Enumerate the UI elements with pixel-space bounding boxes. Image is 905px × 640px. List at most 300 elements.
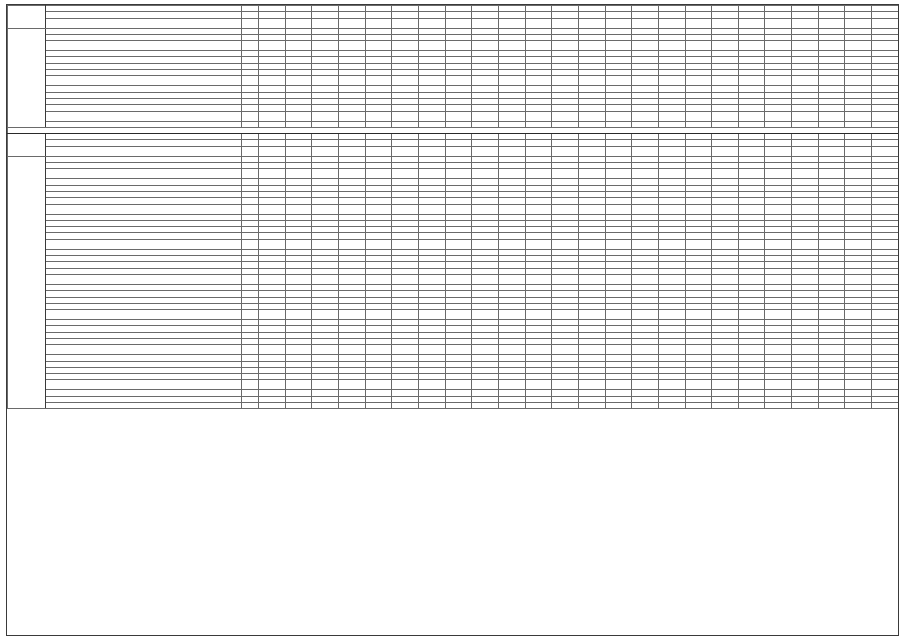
value-cell	[445, 169, 472, 179]
value-cell	[738, 169, 765, 179]
value-cell	[818, 274, 845, 284]
value-cell	[632, 76, 659, 86]
value-cell	[765, 403, 792, 409]
value-cell	[765, 41, 792, 51]
table-row	[8, 169, 899, 179]
table-row	[8, 76, 899, 86]
value-cell	[605, 41, 632, 51]
value-cell	[392, 345, 419, 355]
value-cell	[525, 41, 552, 51]
value-cell	[498, 274, 525, 284]
value-cell	[392, 380, 419, 390]
value-cell	[418, 310, 445, 320]
value-cell	[498, 345, 525, 355]
value-cell	[872, 169, 899, 179]
value-cell	[552, 239, 579, 249]
value-cell	[685, 41, 712, 51]
value-cell	[365, 403, 392, 409]
value-cell	[418, 239, 445, 249]
value-cell	[845, 345, 872, 355]
row-unit	[242, 204, 259, 214]
value-cell	[338, 310, 365, 320]
value-cell	[792, 345, 819, 355]
value-cell	[472, 274, 499, 284]
table-row	[8, 380, 899, 390]
value-cell	[605, 274, 632, 284]
row-unit	[242, 18, 259, 28]
value-cell	[312, 345, 339, 355]
value-cell	[312, 18, 339, 28]
value-cell	[365, 345, 392, 355]
value-cell	[392, 274, 419, 284]
value-cell	[472, 239, 499, 249]
value-cell	[445, 76, 472, 86]
row-unit	[242, 76, 259, 86]
table-row	[8, 111, 899, 121]
value-cell	[259, 146, 286, 156]
value-cell	[578, 76, 605, 86]
value-cell	[365, 204, 392, 214]
value-cell	[525, 146, 552, 156]
value-cell	[498, 169, 525, 179]
value-cell	[578, 169, 605, 179]
value-cell	[472, 380, 499, 390]
value-cell	[632, 380, 659, 390]
value-cell	[872, 345, 899, 355]
row-unit	[242, 41, 259, 51]
row-description	[46, 380, 242, 390]
value-cell	[552, 274, 579, 284]
value-cell	[525, 111, 552, 121]
value-cell	[472, 41, 499, 51]
value-cell	[259, 41, 286, 51]
value-cell	[792, 310, 819, 320]
value-cell	[285, 403, 312, 409]
value-cell	[712, 274, 739, 284]
value-cell	[818, 169, 845, 179]
value-cell	[818, 111, 845, 121]
value-cell	[525, 239, 552, 249]
value-cell	[712, 380, 739, 390]
row-unit	[242, 380, 259, 390]
value-cell	[285, 41, 312, 51]
indicator-table	[7, 5, 899, 409]
value-cell	[738, 380, 765, 390]
value-cell	[658, 41, 685, 51]
row-unit	[242, 310, 259, 320]
value-cell	[658, 239, 685, 249]
row-description	[46, 345, 242, 355]
value-cell	[312, 204, 339, 214]
value-cell	[498, 146, 525, 156]
value-cell	[418, 274, 445, 284]
value-cell	[498, 41, 525, 51]
value-cell	[445, 111, 472, 121]
value-cell	[685, 204, 712, 214]
value-cell	[818, 310, 845, 320]
value-cell	[578, 41, 605, 51]
value-cell	[365, 169, 392, 179]
value-cell	[259, 239, 286, 249]
value-cell	[392, 146, 419, 156]
value-cell	[632, 403, 659, 409]
value-cell	[552, 76, 579, 86]
value-cell	[578, 239, 605, 249]
table-row	[8, 274, 899, 284]
value-cell	[605, 111, 632, 121]
value-cell	[285, 380, 312, 390]
value-cell	[712, 146, 739, 156]
value-cell	[738, 18, 765, 28]
value-cell	[365, 76, 392, 86]
table-row	[8, 41, 899, 51]
row-description	[46, 403, 242, 409]
value-cell	[312, 76, 339, 86]
value-cell	[632, 41, 659, 51]
value-cell	[472, 345, 499, 355]
value-cell	[418, 111, 445, 121]
row-description	[46, 146, 242, 156]
value-cell	[472, 111, 499, 121]
value-cell	[338, 380, 365, 390]
value-cell	[738, 204, 765, 214]
value-cell	[712, 169, 739, 179]
value-cell	[418, 345, 445, 355]
value-cell	[418, 18, 445, 28]
value-cell	[392, 76, 419, 86]
row-unit	[242, 345, 259, 355]
value-cell	[792, 76, 819, 86]
value-cell	[259, 380, 286, 390]
value-cell	[285, 76, 312, 86]
value-cell	[845, 380, 872, 390]
value-cell	[285, 204, 312, 214]
value-cell	[658, 169, 685, 179]
value-cell	[525, 169, 552, 179]
value-cell	[765, 111, 792, 121]
value-cell	[605, 169, 632, 179]
value-cell	[338, 111, 365, 121]
value-cell	[552, 204, 579, 214]
value-cell	[872, 41, 899, 51]
value-cell	[578, 146, 605, 156]
value-cell	[338, 146, 365, 156]
value-cell	[312, 41, 339, 51]
value-cell	[792, 41, 819, 51]
value-cell	[738, 239, 765, 249]
value-cell	[845, 169, 872, 179]
table-body	[8, 6, 899, 409]
value-cell	[445, 41, 472, 51]
row-unit	[242, 146, 259, 156]
row-unit	[242, 111, 259, 121]
value-cell	[685, 310, 712, 320]
value-cell	[578, 274, 605, 284]
value-cell	[312, 239, 339, 249]
value-cell	[792, 146, 819, 156]
value-cell	[259, 204, 286, 214]
value-cell	[765, 169, 792, 179]
value-cell	[312, 111, 339, 121]
value-cell	[552, 169, 579, 179]
value-cell	[632, 146, 659, 156]
value-cell	[765, 380, 792, 390]
value-cell	[259, 76, 286, 86]
value-cell	[472, 204, 499, 214]
value-cell	[259, 345, 286, 355]
value-cell	[525, 76, 552, 86]
spreadsheet	[6, 4, 899, 636]
value-cell	[658, 345, 685, 355]
value-cell	[605, 310, 632, 320]
value-cell	[792, 403, 819, 409]
value-cell	[418, 204, 445, 214]
value-cell	[632, 18, 659, 28]
value-cell	[845, 310, 872, 320]
value-cell	[632, 204, 659, 214]
value-cell	[872, 239, 899, 249]
value-cell	[685, 146, 712, 156]
value-cell	[365, 380, 392, 390]
value-cell	[712, 18, 739, 28]
value-cell	[445, 310, 472, 320]
value-cell	[259, 169, 286, 179]
value-cell	[712, 76, 739, 86]
value-cell	[605, 403, 632, 409]
value-cell	[658, 146, 685, 156]
value-cell	[845, 239, 872, 249]
value-cell	[872, 18, 899, 28]
value-cell	[365, 111, 392, 121]
value-cell	[338, 403, 365, 409]
value-cell	[525, 274, 552, 284]
value-cell	[312, 310, 339, 320]
value-cell	[658, 76, 685, 86]
value-cell	[605, 380, 632, 390]
value-cell	[605, 239, 632, 249]
value-cell	[872, 310, 899, 320]
value-cell	[685, 111, 712, 121]
value-cell	[792, 274, 819, 284]
value-cell	[285, 169, 312, 179]
value-cell	[392, 111, 419, 121]
table-row	[8, 146, 899, 156]
row-unit	[242, 403, 259, 409]
value-cell	[552, 403, 579, 409]
value-cell	[285, 18, 312, 28]
table-row	[8, 403, 899, 409]
value-cell	[392, 41, 419, 51]
value-cell	[498, 76, 525, 86]
value-cell	[712, 345, 739, 355]
value-cell	[792, 204, 819, 214]
table-row	[8, 345, 899, 355]
value-cell	[338, 274, 365, 284]
value-cell	[685, 380, 712, 390]
value-cell	[845, 204, 872, 214]
value-cell	[765, 310, 792, 320]
value-cell	[845, 146, 872, 156]
value-cell	[632, 239, 659, 249]
value-cell	[312, 380, 339, 390]
value-cell	[792, 380, 819, 390]
value-cell	[765, 76, 792, 86]
table-row	[8, 204, 899, 214]
value-cell	[365, 41, 392, 51]
value-cell	[685, 18, 712, 28]
row-description	[46, 76, 242, 86]
value-cell	[552, 345, 579, 355]
value-cell	[498, 18, 525, 28]
value-cell	[472, 403, 499, 409]
value-cell	[525, 345, 552, 355]
value-cell	[712, 310, 739, 320]
value-cell	[818, 239, 845, 249]
value-cell	[498, 204, 525, 214]
value-cell	[658, 403, 685, 409]
value-cell	[685, 274, 712, 284]
value-cell	[259, 18, 286, 28]
value-cell	[632, 274, 659, 284]
value-cell	[365, 274, 392, 284]
value-cell	[312, 169, 339, 179]
value-cell	[338, 18, 365, 28]
value-cell	[312, 274, 339, 284]
value-cell	[285, 274, 312, 284]
value-cell	[285, 310, 312, 320]
value-cell	[552, 111, 579, 121]
value-cell	[392, 18, 419, 28]
value-cell	[818, 41, 845, 51]
value-cell	[365, 239, 392, 249]
value-cell	[738, 403, 765, 409]
value-cell	[472, 146, 499, 156]
value-cell	[285, 146, 312, 156]
value-cell	[525, 310, 552, 320]
value-cell	[845, 403, 872, 409]
value-cell	[658, 310, 685, 320]
group-label	[8, 134, 46, 157]
value-cell	[498, 403, 525, 409]
value-cell	[738, 41, 765, 51]
row-description	[46, 204, 242, 214]
row-description	[46, 41, 242, 51]
value-cell	[445, 239, 472, 249]
value-cell	[365, 146, 392, 156]
value-cell	[498, 380, 525, 390]
value-cell	[658, 18, 685, 28]
value-cell	[712, 41, 739, 51]
value-cell	[445, 345, 472, 355]
value-cell	[472, 18, 499, 28]
value-cell	[418, 380, 445, 390]
value-cell	[712, 403, 739, 409]
value-cell	[738, 146, 765, 156]
value-cell	[792, 111, 819, 121]
value-cell	[445, 380, 472, 390]
value-cell	[632, 111, 659, 121]
group-label	[8, 156, 46, 409]
value-cell	[259, 111, 286, 121]
value-cell	[792, 169, 819, 179]
value-cell	[738, 310, 765, 320]
value-cell	[712, 111, 739, 121]
value-cell	[818, 76, 845, 86]
value-cell	[552, 380, 579, 390]
value-cell	[578, 310, 605, 320]
value-cell	[418, 146, 445, 156]
value-cell	[792, 18, 819, 28]
value-cell	[472, 310, 499, 320]
value-cell	[872, 403, 899, 409]
value-cell	[658, 111, 685, 121]
table-row	[8, 18, 899, 28]
value-cell	[338, 76, 365, 86]
value-cell	[818, 403, 845, 409]
value-cell	[818, 380, 845, 390]
value-cell	[525, 403, 552, 409]
row-description	[46, 310, 242, 320]
value-cell	[259, 310, 286, 320]
value-cell	[312, 146, 339, 156]
value-cell	[632, 310, 659, 320]
value-cell	[605, 146, 632, 156]
value-cell	[418, 169, 445, 179]
value-cell	[818, 345, 845, 355]
value-cell	[445, 18, 472, 28]
value-cell	[792, 239, 819, 249]
value-cell	[765, 345, 792, 355]
value-cell	[498, 239, 525, 249]
value-cell	[552, 41, 579, 51]
value-cell	[578, 111, 605, 121]
value-cell	[605, 76, 632, 86]
value-cell	[472, 76, 499, 86]
value-cell	[872, 274, 899, 284]
value-cell	[632, 169, 659, 179]
value-cell	[552, 310, 579, 320]
value-cell	[685, 76, 712, 86]
value-cell	[872, 204, 899, 214]
value-cell	[445, 274, 472, 284]
value-cell	[872, 76, 899, 86]
value-cell	[552, 146, 579, 156]
value-cell	[578, 380, 605, 390]
value-cell	[445, 204, 472, 214]
value-cell	[498, 310, 525, 320]
value-cell	[872, 111, 899, 121]
value-cell	[392, 204, 419, 214]
value-cell	[818, 146, 845, 156]
value-cell	[578, 345, 605, 355]
table-row	[8, 310, 899, 320]
value-cell	[658, 274, 685, 284]
value-cell	[845, 41, 872, 51]
value-cell	[738, 76, 765, 86]
value-cell	[498, 111, 525, 121]
value-cell	[765, 204, 792, 214]
value-cell	[872, 380, 899, 390]
value-cell	[392, 403, 419, 409]
value-cell	[685, 239, 712, 249]
value-cell	[685, 345, 712, 355]
value-cell	[392, 239, 419, 249]
value-cell	[525, 18, 552, 28]
value-cell	[712, 239, 739, 249]
value-cell	[738, 111, 765, 121]
value-cell	[872, 146, 899, 156]
value-cell	[285, 111, 312, 121]
